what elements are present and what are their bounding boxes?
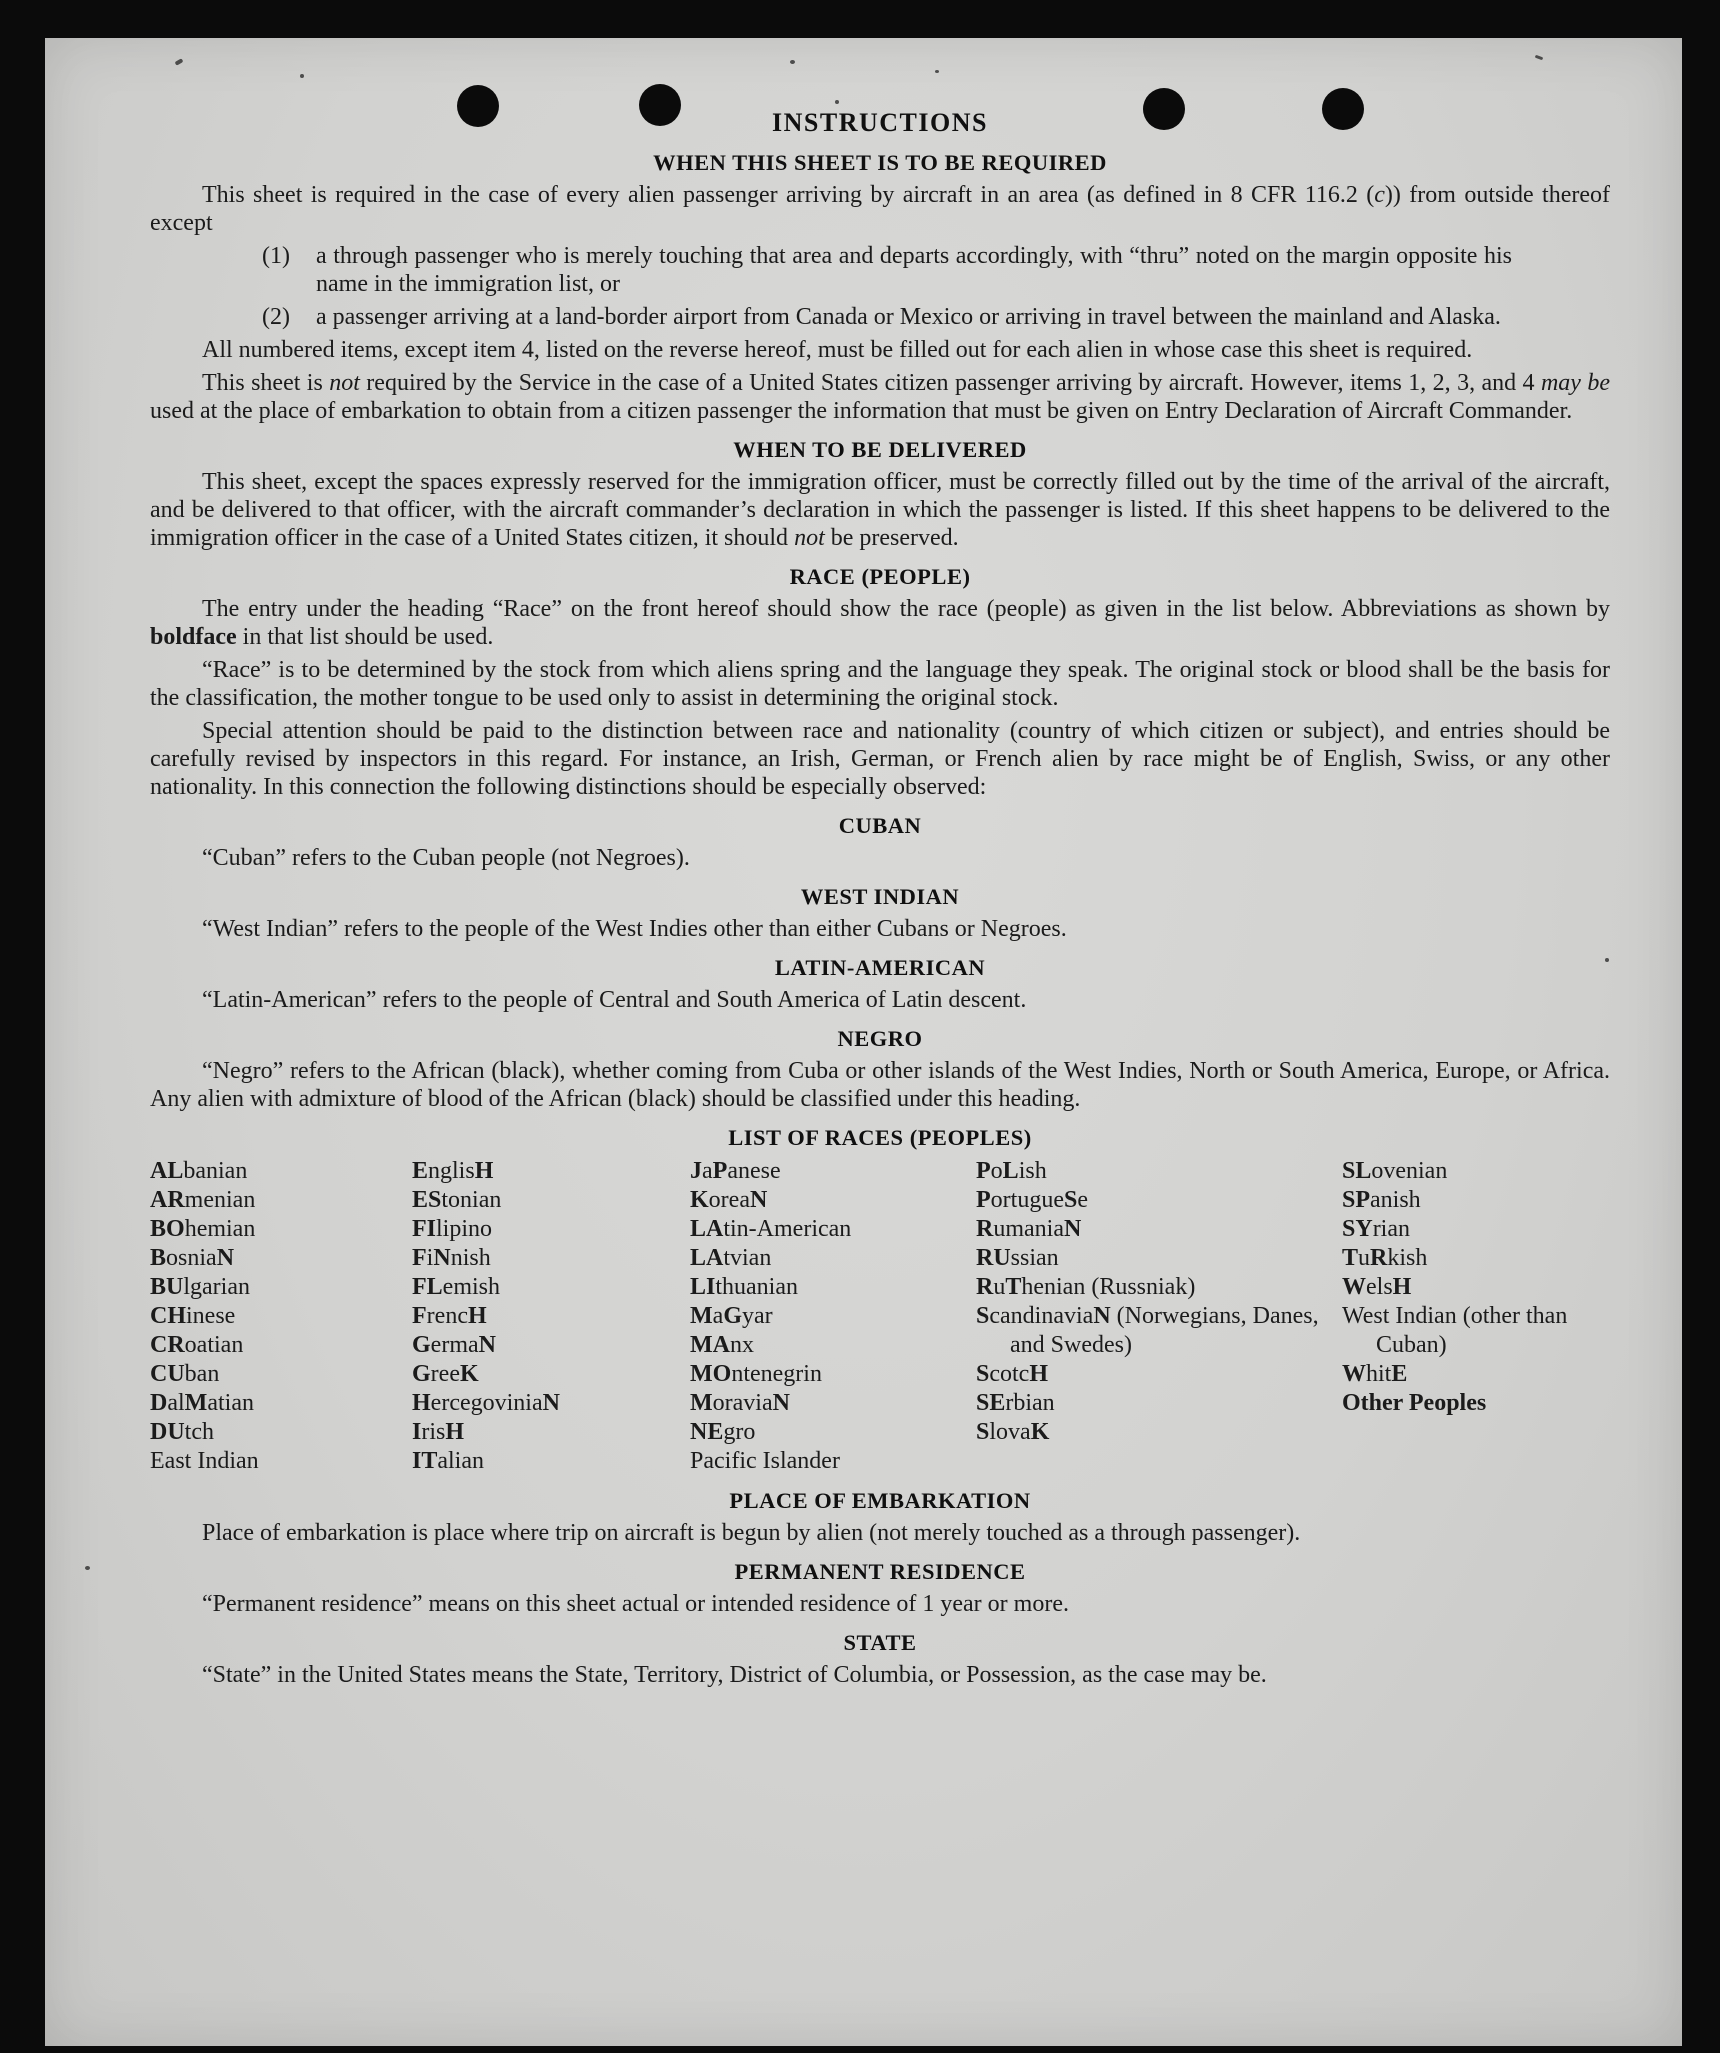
text-segment: N bbox=[433, 1245, 451, 1271]
section-races-list bbox=[150, 1125, 1610, 1476]
race-entry bbox=[150, 1418, 412, 1447]
text-segment: hemian bbox=[184, 1216, 256, 1242]
race-entry bbox=[976, 1273, 1342, 1302]
race-entry bbox=[1342, 1389, 1610, 1418]
section-embarkation bbox=[150, 1488, 1610, 1547]
text-segment: NE bbox=[690, 1419, 724, 1445]
section-cuban bbox=[150, 813, 1610, 872]
item-text: a through passenger who is merely touching that area and departs accordingly, with “thru” noted on the margin opposite his name in the immigration list, or bbox=[316, 243, 1512, 297]
text-segment: (Norwegians, Danes, and Swedes) bbox=[1010, 1303, 1319, 1358]
text-segment: S bbox=[976, 1361, 990, 1387]
text-segment: K bbox=[459, 1361, 479, 1387]
text-segment: MO bbox=[690, 1361, 732, 1387]
text-segment: LA bbox=[690, 1216, 724, 1242]
section-race bbox=[150, 564, 1610, 801]
race-entry bbox=[976, 1389, 1342, 1418]
race-column bbox=[1342, 1157, 1610, 1476]
text-segment: a bbox=[712, 1303, 724, 1329]
text-segment: nglis bbox=[428, 1158, 475, 1184]
text-segment: ree bbox=[430, 1361, 460, 1387]
text-segment: banian bbox=[183, 1158, 248, 1184]
text-segment: osnia bbox=[166, 1245, 217, 1271]
text-segment: F bbox=[412, 1245, 427, 1271]
race-entry bbox=[1342, 1215, 1610, 1244]
text-segment: S bbox=[1063, 1187, 1078, 1213]
text-segment: Other Peoples bbox=[1342, 1390, 1487, 1416]
section-residence bbox=[150, 1559, 1610, 1618]
section-state bbox=[150, 1630, 1610, 1689]
text-segment: MA bbox=[690, 1332, 730, 1358]
section-west-indian bbox=[150, 884, 1610, 943]
text-segment: LA bbox=[690, 1245, 724, 1271]
heading-when-delivered: WHEN TO BE DELIVERED bbox=[733, 437, 1027, 462]
text-segment: T bbox=[1005, 1274, 1022, 1300]
text-segment: I bbox=[412, 1419, 422, 1445]
race-entry bbox=[690, 1418, 976, 1447]
text-segment: c bbox=[1374, 182, 1385, 208]
section-latin-american bbox=[150, 955, 1610, 1014]
text-segment: CR bbox=[150, 1332, 185, 1358]
race-entry bbox=[976, 1244, 1342, 1273]
text-segment: atian bbox=[207, 1390, 254, 1416]
race-entry bbox=[150, 1215, 412, 1244]
text-segment: J bbox=[690, 1158, 702, 1184]
text-segment: ercegovinia bbox=[430, 1390, 543, 1416]
para-when-delivered bbox=[150, 468, 1610, 552]
race-entry bbox=[412, 1215, 690, 1244]
text-segment: P bbox=[976, 1158, 991, 1184]
heading-negro: NEGRO bbox=[837, 1026, 923, 1051]
race-entry bbox=[690, 1360, 976, 1389]
para-race-entry bbox=[150, 595, 1610, 651]
text-segment: P bbox=[976, 1187, 991, 1213]
text-segment: tin-American bbox=[723, 1216, 852, 1242]
race-entry bbox=[150, 1186, 412, 1215]
text-segment: lipino bbox=[436, 1216, 493, 1242]
text-segment: a bbox=[702, 1158, 713, 1184]
heading-when-required: WHEN THIS SHEET IS TO BE REQUIRED bbox=[653, 150, 1107, 175]
race-entry bbox=[690, 1186, 976, 1215]
text-segment: R bbox=[976, 1274, 994, 1300]
scan-artifact bbox=[935, 70, 939, 73]
numbered-item-1 bbox=[262, 242, 1512, 298]
heading-latin-american: LATIN-AMERICAN bbox=[774, 955, 986, 980]
text-segment: ish bbox=[1018, 1158, 1047, 1184]
heading-races-list: LIST OF RACES (PEOPLES) bbox=[728, 1125, 1032, 1150]
text-segment: e bbox=[1077, 1187, 1088, 1213]
text-segment: emish bbox=[442, 1274, 500, 1300]
race-entry: Pacific Islander bbox=[690, 1448, 840, 1474]
race-entry bbox=[690, 1302, 976, 1331]
race-entry bbox=[412, 1331, 690, 1360]
text-segment: rbian bbox=[1005, 1390, 1055, 1416]
race-entry bbox=[1342, 1360, 1610, 1389]
scan-artifact bbox=[300, 74, 304, 78]
text-segment: nx bbox=[729, 1332, 754, 1358]
race-entry bbox=[976, 1418, 1342, 1447]
race-entry bbox=[1342, 1273, 1610, 1302]
race-entry bbox=[412, 1302, 690, 1331]
text-segment: ris bbox=[421, 1419, 446, 1445]
text-segment: tvian bbox=[723, 1245, 772, 1271]
race-column bbox=[690, 1157, 976, 1476]
text-segment: D bbox=[150, 1390, 168, 1416]
text-segment: S bbox=[976, 1419, 990, 1445]
text-segment: N bbox=[772, 1390, 790, 1416]
text-segment: RU bbox=[976, 1245, 1011, 1271]
race-entry bbox=[150, 1273, 412, 1302]
text-segment: be preserved. bbox=[824, 525, 959, 551]
text-segment: may be bbox=[1540, 370, 1610, 396]
text-segment: SL bbox=[1342, 1158, 1372, 1184]
text-segment: not bbox=[329, 370, 360, 396]
text-segment: N bbox=[1063, 1216, 1082, 1242]
text-segment: R bbox=[1370, 1245, 1388, 1271]
race-entry bbox=[976, 1302, 1342, 1360]
text-segment: required by the Service in the case of a United States citizen passenger arriving by aircraft. However, items 1, 2, 3, and 4 bbox=[359, 370, 1541, 396]
race-entry bbox=[690, 1273, 976, 1302]
text-segment: N bbox=[749, 1187, 768, 1213]
race-entry bbox=[150, 1331, 412, 1360]
race-entry bbox=[412, 1447, 690, 1476]
race-entry: East Indian bbox=[150, 1448, 259, 1474]
item-number: (2) bbox=[262, 304, 290, 330]
text-segment: yar bbox=[741, 1303, 773, 1329]
para-all-items: All numbered items, except item 4, listed on the reverse hereof, must be filled out for each alien in whose case this sheet is required. bbox=[202, 337, 1473, 363]
text-segment: renc bbox=[426, 1303, 468, 1329]
race-entry bbox=[412, 1186, 690, 1215]
section-when-delivered bbox=[150, 437, 1610, 552]
race-entry bbox=[976, 1186, 1342, 1215]
page-content bbox=[150, 108, 1610, 1689]
race-entry bbox=[976, 1215, 1342, 1244]
text-segment: in that list should be used. bbox=[236, 624, 494, 650]
text-segment: E bbox=[1391, 1361, 1408, 1387]
text-segment: u bbox=[993, 1274, 1006, 1300]
text-segment: N bbox=[478, 1332, 496, 1358]
text-segment: H bbox=[445, 1419, 465, 1445]
text-segment: umania bbox=[993, 1216, 1064, 1242]
race-entry bbox=[150, 1244, 412, 1273]
race-entry bbox=[1342, 1244, 1610, 1273]
text-segment: SP bbox=[1342, 1187, 1371, 1213]
race-column bbox=[976, 1157, 1342, 1476]
text-segment: N bbox=[1093, 1303, 1111, 1329]
text-segment: els bbox=[1366, 1274, 1393, 1300]
text-segment: F bbox=[412, 1303, 427, 1329]
race-entry bbox=[412, 1244, 690, 1273]
text-segment: BO bbox=[150, 1216, 185, 1242]
race-entry bbox=[690, 1244, 976, 1273]
race-entry bbox=[690, 1331, 976, 1360]
text-segment: oravia bbox=[712, 1390, 773, 1416]
race-entry bbox=[1342, 1186, 1610, 1215]
heading-residence: PERMANENT RESIDENCE bbox=[734, 1559, 1026, 1584]
text-segment: tch bbox=[184, 1419, 214, 1445]
text-segment: AL bbox=[150, 1158, 184, 1184]
text-segment: K bbox=[690, 1187, 709, 1213]
para-state: “State” in the United States means the State, Territory, District of Columbia, or Possession, as the case may be. bbox=[202, 1662, 1267, 1688]
text-segment: gro bbox=[723, 1419, 756, 1445]
race-entry bbox=[412, 1157, 690, 1186]
races-columns bbox=[150, 1157, 1610, 1476]
text-segment: B bbox=[150, 1245, 167, 1271]
text-segment: AR bbox=[150, 1187, 185, 1213]
text-segment: orea bbox=[708, 1187, 750, 1213]
text-segment: kish bbox=[1387, 1245, 1428, 1271]
heading-race: RACE (PEOPLE) bbox=[789, 564, 971, 589]
text-segment: W bbox=[1342, 1361, 1366, 1387]
race-entry bbox=[412, 1273, 690, 1302]
text-segment: u bbox=[1358, 1245, 1371, 1271]
item-number: (1) bbox=[262, 243, 290, 269]
text-segment: used at the place of embarkation to obtain from a citizen passenger the information that must be given on Entry Declaration of Aircraft Commander. bbox=[150, 398, 1573, 424]
text-segment: candinavia bbox=[989, 1303, 1094, 1329]
text-segment: SE bbox=[976, 1390, 1006, 1416]
text-segment: M bbox=[690, 1390, 713, 1416]
text-segment: lova bbox=[989, 1419, 1031, 1445]
race-entry bbox=[690, 1389, 976, 1418]
race-entry bbox=[1342, 1157, 1610, 1186]
text-segment: N bbox=[216, 1245, 235, 1271]
race-entry bbox=[150, 1157, 412, 1186]
race-entry bbox=[150, 1389, 412, 1418]
para-required-intro bbox=[150, 181, 1610, 237]
text-segment: anish bbox=[1370, 1187, 1421, 1213]
text-segment: anese bbox=[727, 1158, 781, 1184]
text-segment: W bbox=[1342, 1274, 1366, 1300]
heading-state: STATE bbox=[843, 1630, 917, 1655]
para-not-required bbox=[150, 369, 1610, 425]
text-segment: N bbox=[542, 1390, 560, 1416]
race-entry bbox=[690, 1157, 976, 1186]
text-segment: ortugue bbox=[990, 1187, 1064, 1213]
text-segment: E bbox=[412, 1158, 429, 1184]
page-title: INSTRUCTIONS bbox=[772, 108, 988, 137]
text-segment: CH bbox=[150, 1303, 186, 1329]
text-segment: H bbox=[412, 1390, 431, 1416]
section-when-required bbox=[150, 150, 1610, 425]
race-entry bbox=[150, 1302, 412, 1331]
para-west-indian: “West Indian” refers to the people of the West Indies other than either Cubans or Negroes. bbox=[202, 916, 1067, 942]
text-segment: ES bbox=[412, 1187, 442, 1213]
text-segment: lgarian bbox=[183, 1274, 250, 1300]
text-segment: K bbox=[1030, 1419, 1050, 1445]
text-segment: H bbox=[474, 1158, 494, 1184]
para-race-attention: Special attention should be paid to the distinction between race and nationality (country of which citizen or subject), and entries should be carefully revised by inspectors in this regard. For instance, an Irish, German, or French alien by race might be of English, Swiss, or any other nationality. In this connection the following distinctions should be especially observed: bbox=[150, 718, 1610, 800]
text-segment: alian bbox=[437, 1448, 484, 1474]
race-entry bbox=[976, 1360, 1342, 1389]
text-segment: tonian bbox=[441, 1187, 502, 1213]
text-segment: DU bbox=[150, 1419, 185, 1445]
text-segment: FI bbox=[412, 1216, 436, 1242]
text-segment: S bbox=[976, 1303, 990, 1329]
text-segment: boldface bbox=[150, 624, 237, 650]
text-segment: o bbox=[990, 1158, 1003, 1184]
text-segment: menian bbox=[184, 1187, 256, 1213]
text-segment: ban bbox=[184, 1361, 220, 1387]
text-segment: erma bbox=[430, 1332, 479, 1358]
para-cuban: “Cuban” refers to the Cuban people (not Negroes). bbox=[202, 845, 690, 871]
text-segment: L bbox=[1002, 1158, 1019, 1184]
para-embarkation: Place of embarkation is place where trip on aircraft is begun by alien (not merely touched as a through passenger). bbox=[202, 1520, 1301, 1546]
para-race-determined: “Race” is to be determined by the stock from which aliens spring and the language they speak. The original stock or blood shall be the basis for the classification, the mother tongue to be used only to assist in determining the original stock. bbox=[150, 657, 1610, 711]
text-segment: cotc bbox=[989, 1361, 1030, 1387]
text-segment: H bbox=[1392, 1274, 1412, 1300]
text-segment: not bbox=[794, 525, 825, 551]
text-segment: al bbox=[167, 1390, 185, 1416]
text-segment: T bbox=[1342, 1245, 1359, 1271]
race-column bbox=[150, 1157, 412, 1476]
heading-west-indian: WEST INDIAN bbox=[800, 884, 960, 909]
scan-artifact bbox=[1535, 55, 1544, 61]
paper-sheet bbox=[45, 38, 1682, 2046]
text-segment: This sheet, except the spaces expressly reserved for the immigration officer, must be correctly filled out by the time of the arrival of the aircraft, and be delivered to that officer, with the aircraft commander’s declaration in which the passenger is listed. If this sheet happens to be delivered to the immigration officer in the case of a United States citizen, it should bbox=[150, 469, 1610, 551]
text-segment: The entry under the heading “Race” on the front hereof should show the race (people) as given in the list below. Abbreviations as shown by bbox=[202, 596, 1610, 622]
text-segment: hit bbox=[1366, 1361, 1392, 1387]
race-entry bbox=[150, 1360, 412, 1389]
race-entry bbox=[976, 1157, 1342, 1186]
text-segment: i bbox=[426, 1245, 434, 1271]
text-segment: )) from outside thereof except bbox=[150, 182, 1611, 236]
text-segment: H bbox=[1029, 1361, 1049, 1387]
race-entry bbox=[412, 1389, 690, 1418]
text-segment: ovenian bbox=[1371, 1158, 1448, 1184]
text-segment: rian bbox=[1372, 1216, 1410, 1242]
text-segment: IT bbox=[412, 1448, 438, 1474]
text-segment: inese bbox=[186, 1303, 236, 1329]
text-segment: CU bbox=[150, 1361, 185, 1387]
scan-artifact bbox=[790, 60, 795, 64]
text-segment: G bbox=[723, 1303, 742, 1329]
text-segment: R bbox=[976, 1216, 994, 1242]
text-segment: This sheet is bbox=[202, 370, 330, 396]
text-segment: This sheet is required in the case of every alien passenger arriving by aircraft in an area (as defined in 8 CFR 116.2 ( bbox=[202, 182, 1375, 208]
race-entry bbox=[412, 1360, 690, 1389]
race-column bbox=[412, 1157, 690, 1476]
text-segment: ntenegrin bbox=[731, 1361, 822, 1387]
numbered-item-2 bbox=[262, 303, 1512, 331]
race-entry: West Indian (other than Cuban) bbox=[1342, 1303, 1568, 1358]
text-segment: ssian bbox=[1010, 1245, 1059, 1271]
text-segment: G bbox=[412, 1361, 431, 1387]
text-segment: SY bbox=[1342, 1216, 1373, 1242]
scan-artifact bbox=[175, 58, 184, 65]
scan-artifact bbox=[85, 1566, 90, 1570]
text-segment: thuanian bbox=[715, 1274, 798, 1300]
text-segment: M bbox=[690, 1303, 713, 1329]
text-segment: G bbox=[412, 1332, 431, 1358]
race-entry bbox=[412, 1418, 690, 1447]
heading-embarkation: PLACE OF EMBARKATION bbox=[729, 1488, 1031, 1513]
para-residence: “Permanent residence” means on this sheet actual or intended residence of 1 year or more. bbox=[202, 1591, 1069, 1617]
text-segment: nish bbox=[450, 1245, 491, 1271]
text-segment: LI bbox=[690, 1274, 716, 1300]
text-segment: oatian bbox=[184, 1332, 244, 1358]
para-negro: “Negro” refers to the African (black), whether coming from Cuba or other islands of the West Indies, North or South America, Europe, or Africa. Any alien with admixture of blood of the African (black) should be classified under this heading. bbox=[150, 1058, 1610, 1112]
text-segment: M bbox=[184, 1390, 208, 1416]
scan-artifact bbox=[835, 100, 839, 104]
race-entry bbox=[690, 1215, 976, 1244]
text-segment: BU bbox=[150, 1274, 184, 1300]
text-segment: henian (Russniak) bbox=[1021, 1274, 1196, 1300]
text-segment: H bbox=[467, 1303, 487, 1329]
item-text: a passenger arriving at a land-border airport from Canada or Mexico or arriving in travel between the mainland and Alaska. bbox=[316, 304, 1501, 330]
text-segment: P bbox=[712, 1158, 728, 1184]
para-latin-american: “Latin-American” refers to the people of Central and South America of Latin descent. bbox=[202, 987, 1027, 1013]
heading-cuban: CUBAN bbox=[838, 813, 922, 838]
text-segment: FL bbox=[412, 1274, 443, 1300]
section-negro bbox=[150, 1026, 1610, 1113]
